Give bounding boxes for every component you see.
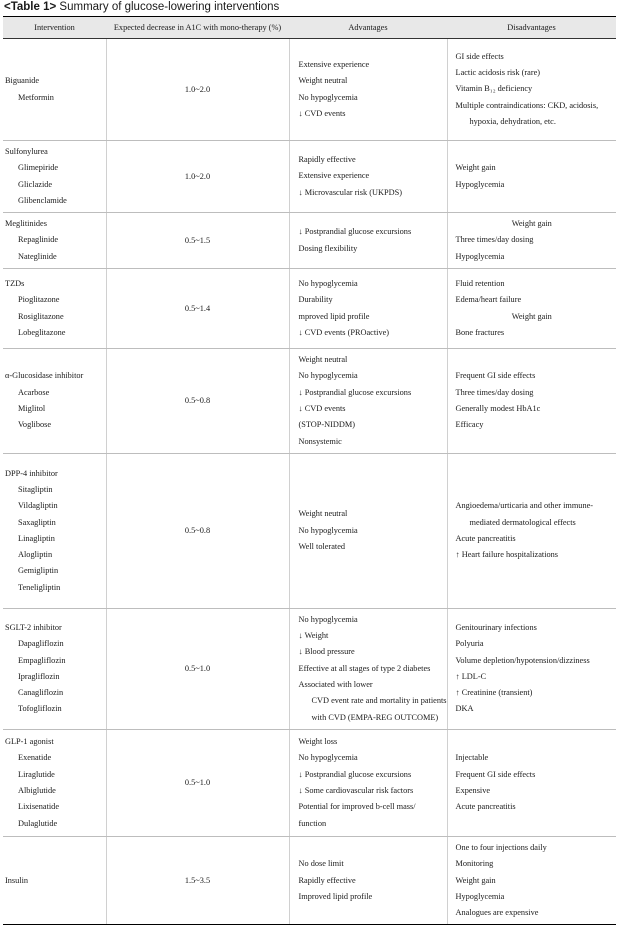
advantage-item: ↓ CVD events (PROactive) [298,327,390,337]
table-caption-title: Summary of glucose-lowering interventions [59,1,280,13]
advantage-item: Dosing flexibility [298,243,358,253]
advantage-item: Associated with lower [298,680,373,690]
intervention-class-name: SGLT-2 inhibitor [5,623,62,632]
drug-name: Glibenclamide [18,195,67,205]
advantage-item: Extensive experience [298,171,370,181]
drug-name: Tofogliflozin [18,704,62,714]
disadvantage-item: Hypoglycemia [455,891,505,901]
a1c-decrease-cell: 0.5~1.5 [106,213,289,269]
advantage-item: Rapidly effective [298,875,356,885]
advantage-item: Effective at all stages of type 2 diabetes [298,663,431,673]
disadvantage-item: DKA [455,704,474,714]
drug-name: Miglitol [18,403,46,413]
drug-name: Repaglinide [18,235,59,245]
disadvantages-cell [447,729,616,836]
disadvantage-item: Frequent GI side effects [455,371,536,381]
disadvantage-item: Lactic acidosis risk (rare) [455,68,541,78]
table-row [3,836,616,924]
intervention-class-name: TZDs [5,278,25,288]
advantage-item: No hypoglycemia [298,614,358,624]
disadvantages-cell [447,141,616,213]
intervention-cell [3,39,106,141]
disadvantage-item: Efficacy [455,420,484,430]
table-header-row [3,17,616,39]
a1c-decrease-cell: 1.5~3.5 [106,836,289,924]
drug-name: Vildagliptin [18,501,58,511]
drug-name: Canagliflozin [18,688,64,698]
a1c-decrease-cell: 0.5~1.0 [106,729,289,836]
table-row [3,141,616,213]
a1c-decrease-cell: 1.0~2.0 [106,141,289,213]
disadvantage-item: Monitoring [455,859,494,869]
intervention-class-name: GLP-1 agonist [5,737,54,747]
table-caption [4,0,279,14]
advantage-item: Well tolerated [298,542,346,551]
advantages-cell [289,39,447,141]
advantage-item: Weight neutral [298,355,348,365]
disadvantage-item: ↑ Heart failure hospitalizations [455,550,559,560]
header-advantages: Advantages [289,17,447,39]
drug-name: Lobeglitazone [18,327,66,337]
interventions-table [3,16,616,925]
a1c-decrease-cell: 0.5~1.0 [106,608,289,729]
intervention-cell [3,213,106,269]
drug-name: Empagliflozin [18,655,66,665]
disadvantage-item: Three times/day dosing [455,387,534,397]
disadvantage-item: Weight gain [455,163,496,173]
drug-name: Exenatide [18,753,52,763]
drug-name: Dapagliflozin [18,639,64,649]
drug-name: Ipragliflozin [18,671,60,681]
disadvantage-item: Hypoglycemia [455,179,505,189]
drug-name: Nateglinide [18,251,57,261]
disadvantage-item: Hypoglycemia [455,251,505,261]
advantages-cell [289,349,447,454]
header-disadvantages: Disadvantages [447,17,616,39]
drug-name: Rosiglitazone [18,311,64,321]
advantage-item: function [298,818,327,828]
advantages-cell [289,836,447,924]
intervention-cell [3,453,106,608]
advantage-item: ↓ Weight [298,631,329,641]
disadvantage-item: Polyuria [455,639,484,649]
disadvantage-item: Acute pancreatitis [455,533,516,543]
disadvantage-item: Vitamin B₁₂ deficiency [455,84,533,94]
advantages-cell [289,729,447,836]
advantages-cell [289,141,447,213]
disadvantage-item: Multiple contraindications: CKD, acidosis, [455,100,599,110]
advantage-item: No hypoglycemia [298,92,358,102]
disadvantages-cell [447,213,616,269]
advantage-item: (STOP-NIDDM) [298,420,356,430]
header-intervention: Intervention [3,17,106,39]
intervention-cell [3,269,106,349]
drug-name: Gliclazide [18,179,53,189]
drug-name: Linagliptin [18,533,55,543]
intervention-cell [3,729,106,836]
advantage-item: ↓ Postprandial glucose excursions [298,227,412,237]
table-caption-tag: <Table 1> [4,1,57,13]
disadvantage-item: Frequent GI side effects [455,769,536,779]
advantage-item: Weight neutral [298,76,348,86]
advantage-item: ↓ Postprandial glucose excursions [298,387,412,397]
advantage-item: Rapidly effective [298,155,356,165]
disadvantage-item: Weight gain [511,311,552,321]
disadvantage-item: One to four injections daily [455,842,547,852]
intervention-class-name: DPP-4 inhibitor [5,468,58,478]
disadvantage-item: Injectable [455,753,489,763]
intervention-class-name: Insulin [5,875,29,885]
disadvantage-item: Fluid retention [455,278,505,288]
drug-name: Liraglutide [18,769,55,779]
advantage-item: Weight loss [298,737,338,747]
table-row [3,453,616,608]
disadvantage-item: hypoxia, dehydration, etc. [469,116,556,126]
disadvantage-item: Angioedema/urticaria and other immune- [455,501,594,511]
disadvantage-item: ↑ LDL-C [455,671,487,681]
disadvantage-item: GI side effects [455,51,504,61]
advantage-item: ↓ CVD events [298,108,346,118]
table-row [3,39,616,141]
advantage-item: Nonsystemic [298,436,342,446]
advantage-item: with CVD (EMPA-REG OUTCOME) [311,712,439,722]
drug-name: Dulaglutide [18,818,58,828]
disadvantage-item: ↑ Creatinine (transient) [455,688,533,698]
intervention-cell [3,836,106,924]
advantage-item: No hypoglycemia [298,525,358,535]
advantage-item: Durability [298,295,333,305]
advantage-item: mproved lipid profile [298,311,370,321]
table-row [3,349,616,454]
advantage-item: Extensive experience [298,59,370,69]
intervention-cell [3,608,106,729]
a1c-decrease-cell: 0.5~0.8 [106,349,289,454]
table-row [3,269,616,349]
header-decrease: Expected decrease in A1C with mono-therapy (%) [106,17,289,39]
table-row [3,213,616,269]
advantage-item: No hypoglycemia [298,278,358,288]
drug-name: Voglibose [18,420,52,430]
disadvantages-cell [447,269,616,349]
drug-name: Lixisenatide [18,802,60,812]
drug-name: Saxagliptin [18,517,56,527]
advantage-item: No dose limit [298,859,344,869]
disadvantages-cell [447,39,616,141]
drug-name: Albiglutide [18,785,56,795]
intervention-cell [3,141,106,213]
disadvantage-item: Acute pancreatitis [455,802,516,812]
advantages-cell [289,453,447,608]
advantage-item: Weight neutral [298,509,348,519]
intervention-class-name: α-Glucosidase inhibitor [5,371,84,381]
advantage-item: CVD event rate and mortality in patients [311,696,447,706]
advantage-item: ↓ Blood pressure [298,647,355,657]
disadvantages-cell [447,608,616,729]
intervention-class-name: Biguanide [5,76,40,86]
table-body [3,39,616,925]
disadvantage-item: Bone fractures [455,327,505,337]
disadvantages-cell [447,453,616,608]
advantage-item: ↓ CVD events [298,403,346,413]
drug-name: Teneligliptin [18,582,61,592]
advantages-cell [289,213,447,269]
drug-name: Glimepiride [18,163,59,173]
disadvantage-item: mediated dermatological effects [469,517,576,527]
disadvantage-item: Weight gain [511,219,552,229]
drug-name: Sitagliptin [18,484,53,494]
table-row [3,608,616,729]
disadvantage-item: Three times/day dosing [455,235,534,245]
advantage-item: Improved lipid profile [298,891,373,901]
drug-name: Acarbose [18,387,50,397]
intervention-class-name: Sulfonylurea [5,147,48,156]
a1c-decrease-cell: 0.5~1.4 [106,269,289,349]
disadvantage-item: Analogues are expensive [455,908,539,918]
drug-name: Alogliptin [18,550,53,560]
advantage-item: No hypoglycemia [298,753,358,763]
disadvantages-cell [447,349,616,454]
table-row [3,729,616,836]
advantage-item: ↓ Postprandial glucose excursions [298,769,412,779]
advantage-item: No hypoglycemia [298,371,358,381]
drug-name: Pioglitazone [18,295,60,305]
disadvantage-item: Weight gain [455,875,496,885]
disadvantage-item: Expensive [455,785,491,795]
advantage-item: ↓ Some cardiovascular risk factors [298,785,414,795]
disadvantage-item: Generally modest HbA1c [455,403,541,413]
disadvantage-item: Volume depletion/hypotension/dizziness [455,655,590,665]
intervention-cell [3,349,106,454]
a1c-decrease-cell: 1.0~2.0 [106,39,289,141]
disadvantages-cell [447,836,616,924]
drug-name: Gemigliptin [18,566,59,576]
drug-name: Metformin [18,92,54,102]
advantage-item: ↓ Microvascular risk (UKPDS) [298,187,402,197]
advantages-cell [289,269,447,349]
advantages-cell [289,608,447,729]
disadvantage-item: Edema/heart failure [455,295,522,305]
disadvantage-item: Genitourinary infections [455,623,537,632]
a1c-decrease-cell: 0.5~0.8 [106,453,289,608]
intervention-class-name: Meglitinides [5,219,47,229]
advantage-item: Potential for improved b-cell mass/ [298,802,416,812]
